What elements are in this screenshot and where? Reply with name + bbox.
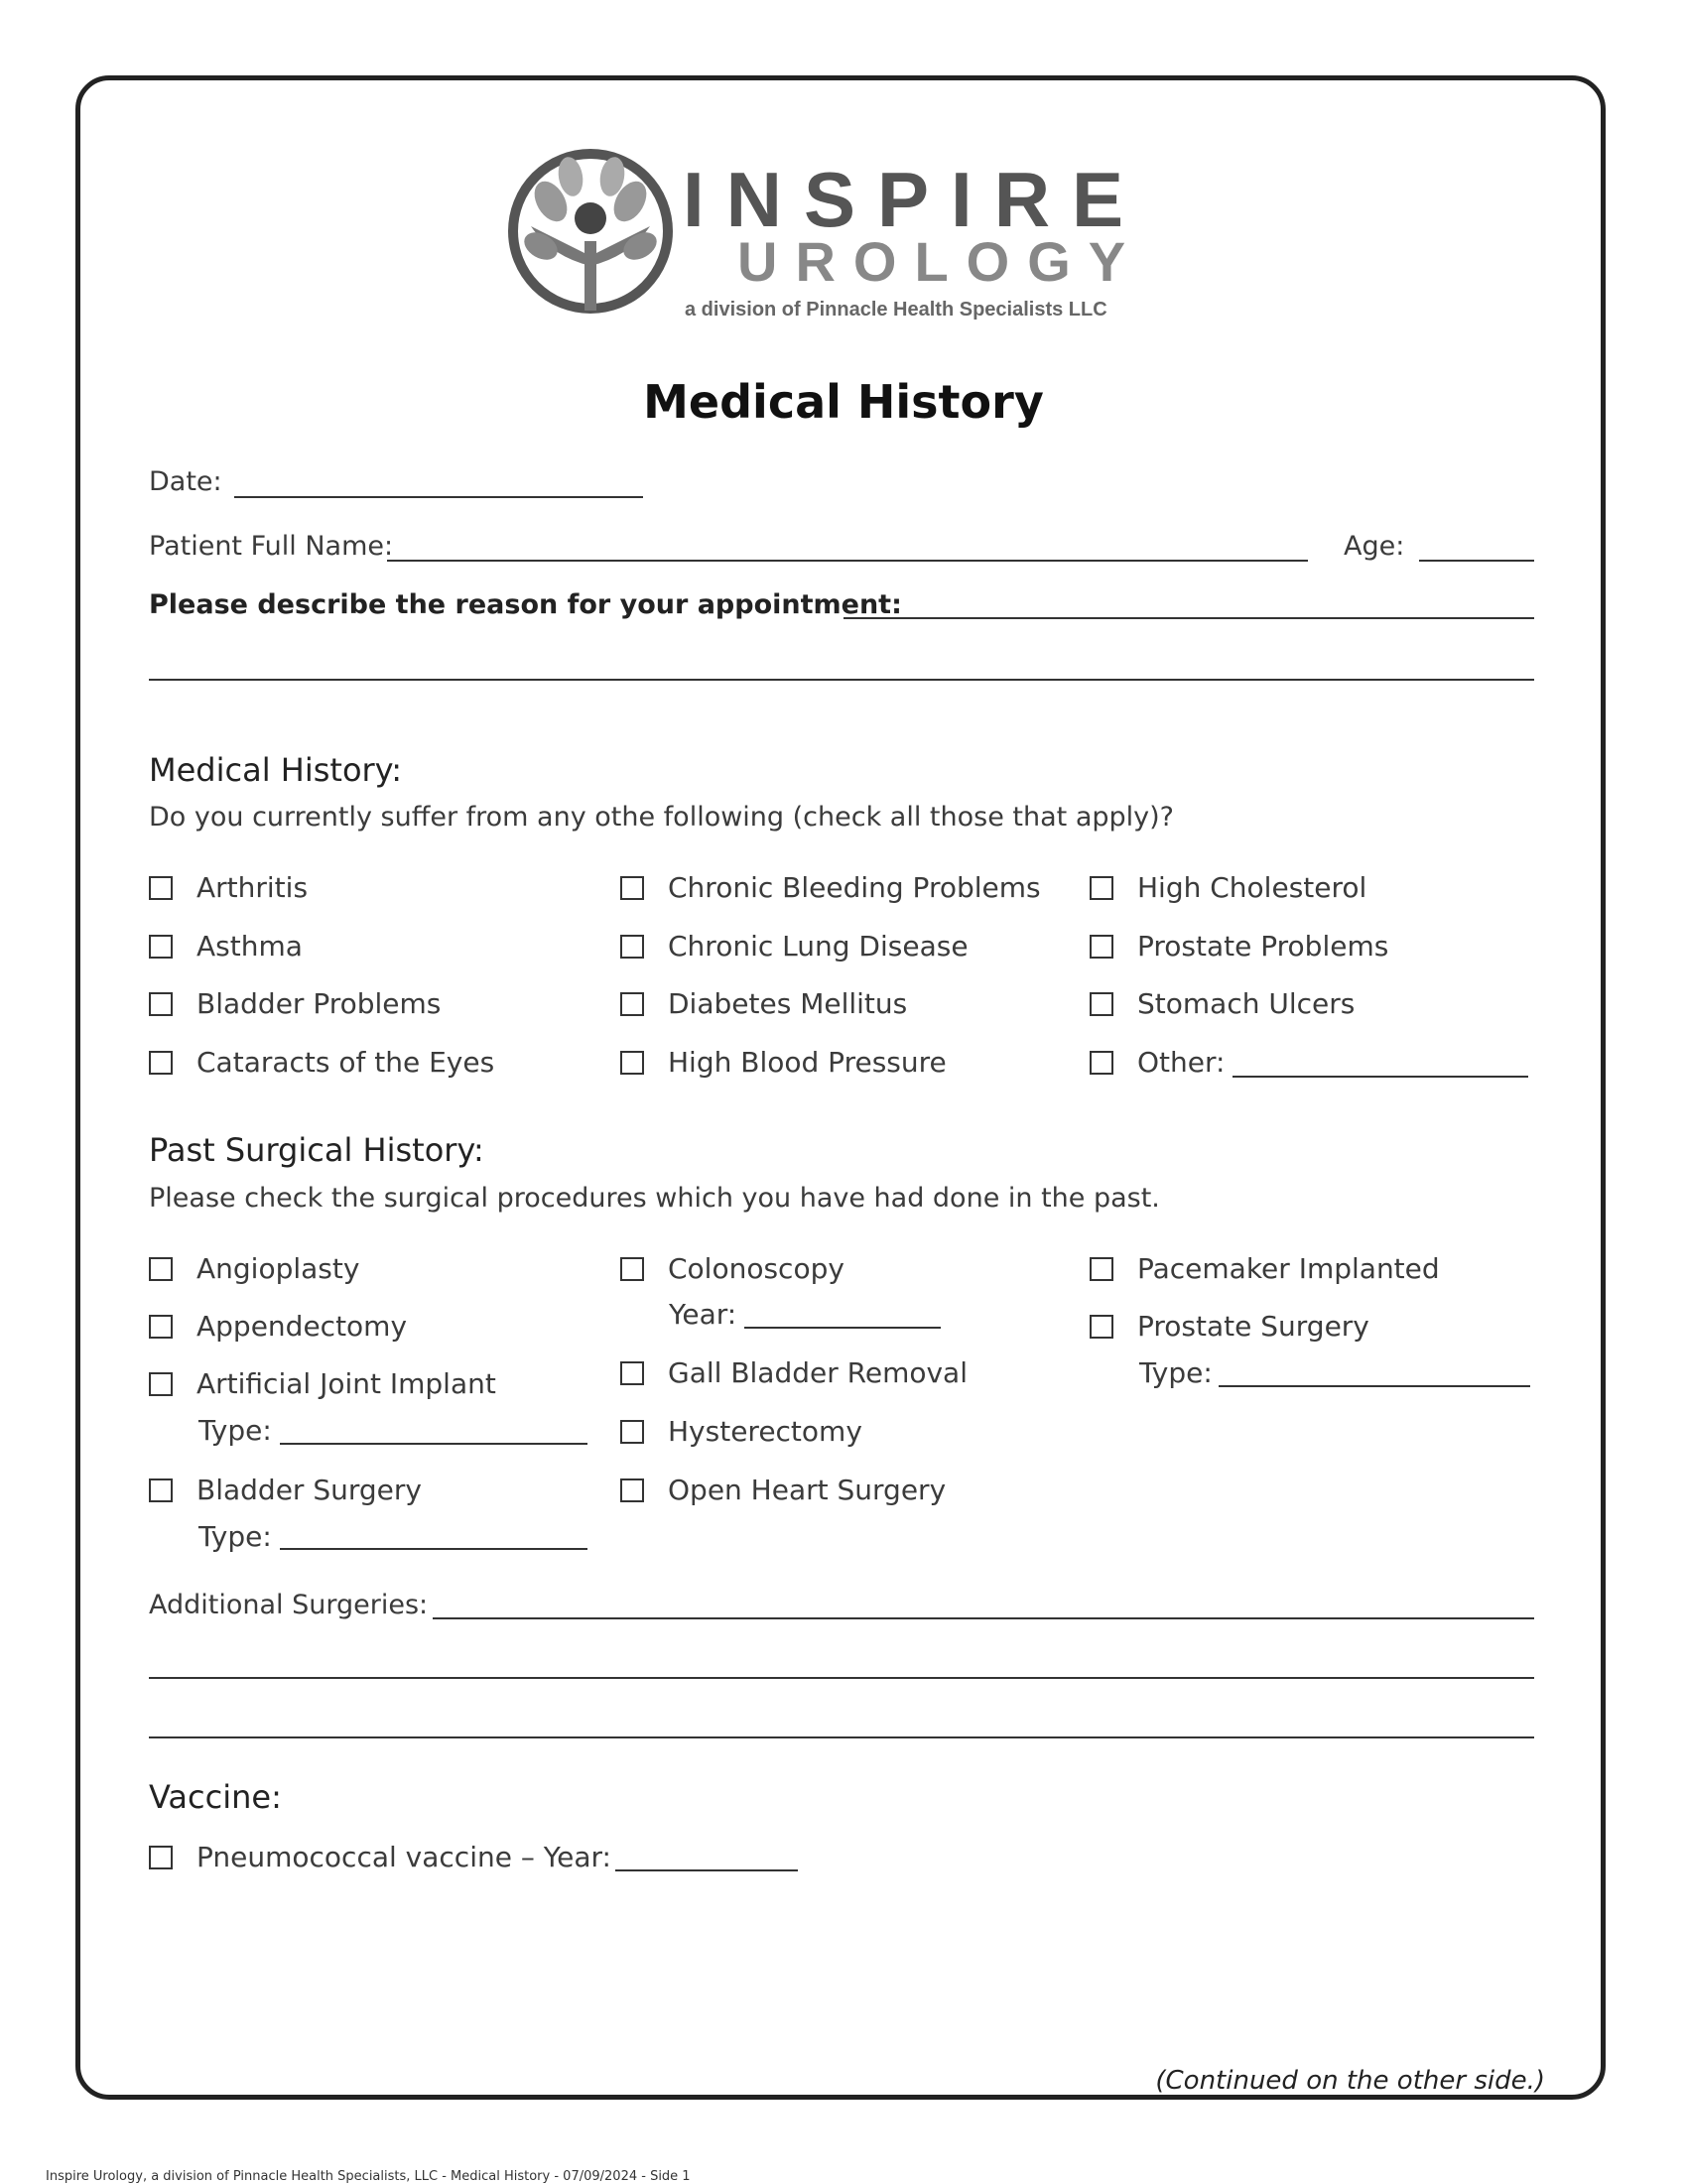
checkbox-box[interactable]: [1090, 1315, 1113, 1339]
page-title: Medical History: [643, 375, 1044, 429]
checkbox-label: Bladder Surgery: [196, 1474, 422, 1506]
checkbox-appendectomy[interactable]: [149, 1310, 407, 1343]
checkbox-label: Pacemaker Implanted: [1137, 1252, 1440, 1285]
checkbox-bladder-problems[interactable]: [149, 987, 441, 1020]
prostate-type-field[interactable]: [1219, 1385, 1530, 1387]
checkbox-label: Other:: [1137, 1046, 1226, 1079]
checkbox-box[interactable]: [149, 935, 173, 959]
checkbox-box[interactable]: [620, 1478, 644, 1502]
checkbox-angioplasty[interactable]: [149, 1252, 359, 1285]
surgical-history-heading: Past Surgical History:: [149, 1131, 484, 1169]
checkbox-high-cholesterol[interactable]: [1090, 871, 1366, 904]
vaccine-year-field[interactable]: [615, 1869, 798, 1871]
checkbox-arthritis[interactable]: [149, 871, 308, 904]
checkbox-box[interactable]: [620, 1361, 644, 1385]
checkbox-prostate-surgery[interactable]: [1090, 1310, 1369, 1343]
logo-brand-sub: UROLOGY: [737, 230, 1144, 293]
checkbox-prostate-problems[interactable]: [1090, 930, 1388, 963]
checkbox-high-blood-pressure[interactable]: [620, 1046, 947, 1079]
checkbox-box[interactable]: [149, 1315, 173, 1339]
checkbox-box[interactable]: [1090, 1257, 1113, 1281]
checkbox-bladder-surgery[interactable]: [149, 1474, 422, 1506]
patient-name-label: Patient Full Name:: [149, 531, 394, 562]
checkbox-open-heart[interactable]: [620, 1474, 946, 1506]
age-field[interactable]: [1419, 560, 1534, 562]
checkbox-label: Gall Bladder Removal: [668, 1356, 968, 1389]
checkbox-box[interactable]: [620, 1420, 644, 1444]
checkbox-label: Cataracts of the Eyes: [196, 1046, 495, 1079]
checkbox-label: High Cholesterol: [1137, 871, 1367, 904]
checkbox-label: High Blood Pressure: [668, 1046, 947, 1079]
medical-history-prompt: Do you currently suffer from any othe following (check all those that apply)?: [149, 802, 1174, 833]
checkbox-box[interactable]: [620, 935, 644, 959]
checkbox-box[interactable]: [1090, 876, 1113, 900]
date-label: Date:: [149, 466, 222, 497]
colonoscopy-year-field[interactable]: [744, 1327, 941, 1329]
checkbox-label: Arthritis: [196, 871, 309, 904]
checkbox-box[interactable]: [149, 876, 173, 900]
checkbox-stomach-ulcers[interactable]: [1090, 987, 1355, 1020]
date-field[interactable]: [234, 496, 643, 498]
joint-type-field[interactable]: [280, 1443, 587, 1445]
checkbox-box[interactable]: [620, 1051, 644, 1075]
checkbox-pneumococcal[interactable]: [149, 1841, 611, 1873]
checkbox-label: Diabetes Mellitus: [668, 987, 908, 1020]
joint-type-label: Type:: [198, 1414, 272, 1447]
checkbox-label: Bladder Problems: [196, 987, 442, 1020]
checkbox-box[interactable]: [620, 1257, 644, 1281]
checkbox-artificial-joint[interactable]: [149, 1367, 496, 1400]
age-label: Age:: [1344, 531, 1405, 562]
checkbox-label: Angioplasty: [196, 1252, 360, 1285]
other-condition-field[interactable]: [1233, 1076, 1528, 1078]
colonoscopy-year-label: Year:: [669, 1298, 737, 1331]
surgical-history-prompt: Please check the surgical procedures which you have had done in the past.: [149, 1183, 1160, 1214]
medical-history-heading: Medical History:: [149, 751, 403, 789]
checkbox-chronic-lung[interactable]: [620, 930, 969, 963]
checkbox-hysterectomy[interactable]: [620, 1415, 862, 1448]
checkbox-chronic-bleeding[interactable]: [620, 871, 1041, 904]
patient-name-field[interactable]: [387, 560, 1308, 562]
checkbox-label: Chronic Bleeding Problems: [668, 871, 1041, 904]
prostate-type-label: Type:: [1139, 1356, 1213, 1389]
additional-surgeries-line-2[interactable]: [149, 1677, 1534, 1679]
checkbox-box[interactable]: [620, 876, 644, 900]
checkbox-label: Open Heart Surgery: [668, 1474, 947, 1506]
checkbox-box[interactable]: [1090, 935, 1113, 959]
checkbox-label: Prostate Problems: [1137, 930, 1389, 963]
checkbox-label: Artificial Joint Implant: [196, 1367, 496, 1400]
checkbox-box[interactable]: [149, 1051, 173, 1075]
reason-field[interactable]: [844, 617, 1534, 619]
checkbox-box[interactable]: [1090, 1051, 1113, 1075]
checkbox-label: Pneumococcal vaccine – Year:: [196, 1841, 611, 1873]
checkbox-diabetes[interactable]: [620, 987, 907, 1020]
logo-tagline: a division of Pinnacle Health Specialists LLC: [685, 299, 1107, 321]
checkbox-label: Stomach Ulcers: [1137, 987, 1356, 1020]
checkbox-label: Colonoscopy: [668, 1252, 844, 1285]
checkbox-box[interactable]: [149, 992, 173, 1016]
checkbox-asthma[interactable]: [149, 930, 303, 963]
additional-surgeries-line-3[interactable]: [149, 1736, 1534, 1738]
page-footer: Inspire Urology, a division of Pinnacle Health Specialists, LLC - Medical History - 07/09/2024 - Side 1: [46, 2169, 691, 2184]
reason-field-line-2[interactable]: [149, 679, 1534, 681]
checkbox-label: Asthma: [196, 930, 303, 963]
checkbox-label: Appendectomy: [196, 1310, 408, 1343]
additional-surgeries-label: Additional Surgeries:: [149, 1590, 429, 1620]
checkbox-box[interactable]: [620, 992, 644, 1016]
continued-note: (Continued on the other side.): [1155, 2066, 1545, 2096]
checkbox-other[interactable]: [1090, 1046, 1225, 1079]
checkbox-box[interactable]: [1090, 992, 1113, 1016]
checkbox-box[interactable]: [149, 1372, 173, 1396]
additional-surgeries-field[interactable]: [433, 1617, 1534, 1619]
checkbox-colonoscopy[interactable]: [620, 1252, 844, 1285]
inspire-urology-logo: [501, 147, 1196, 335]
checkbox-pacemaker[interactable]: [1090, 1252, 1440, 1285]
checkbox-label: Hysterectomy: [668, 1415, 862, 1448]
checkbox-label: Chronic Lung Disease: [668, 930, 969, 963]
checkbox-box[interactable]: [149, 1846, 173, 1869]
checkbox-box[interactable]: [149, 1478, 173, 1502]
checkbox-cataracts[interactable]: [149, 1046, 494, 1079]
logo-brand-main: INSPIRE: [683, 156, 1146, 243]
checkbox-label: Prostate Surgery: [1137, 1310, 1369, 1343]
checkbox-gall-bladder[interactable]: [620, 1356, 968, 1389]
vaccine-heading: Vaccine:: [149, 1778, 282, 1816]
bladder-type-label: Type:: [198, 1520, 272, 1553]
reason-label: Please describe the reason for your appointment:: [149, 589, 902, 620]
bladder-type-field[interactable]: [280, 1548, 587, 1550]
checkbox-box[interactable]: [149, 1257, 173, 1281]
